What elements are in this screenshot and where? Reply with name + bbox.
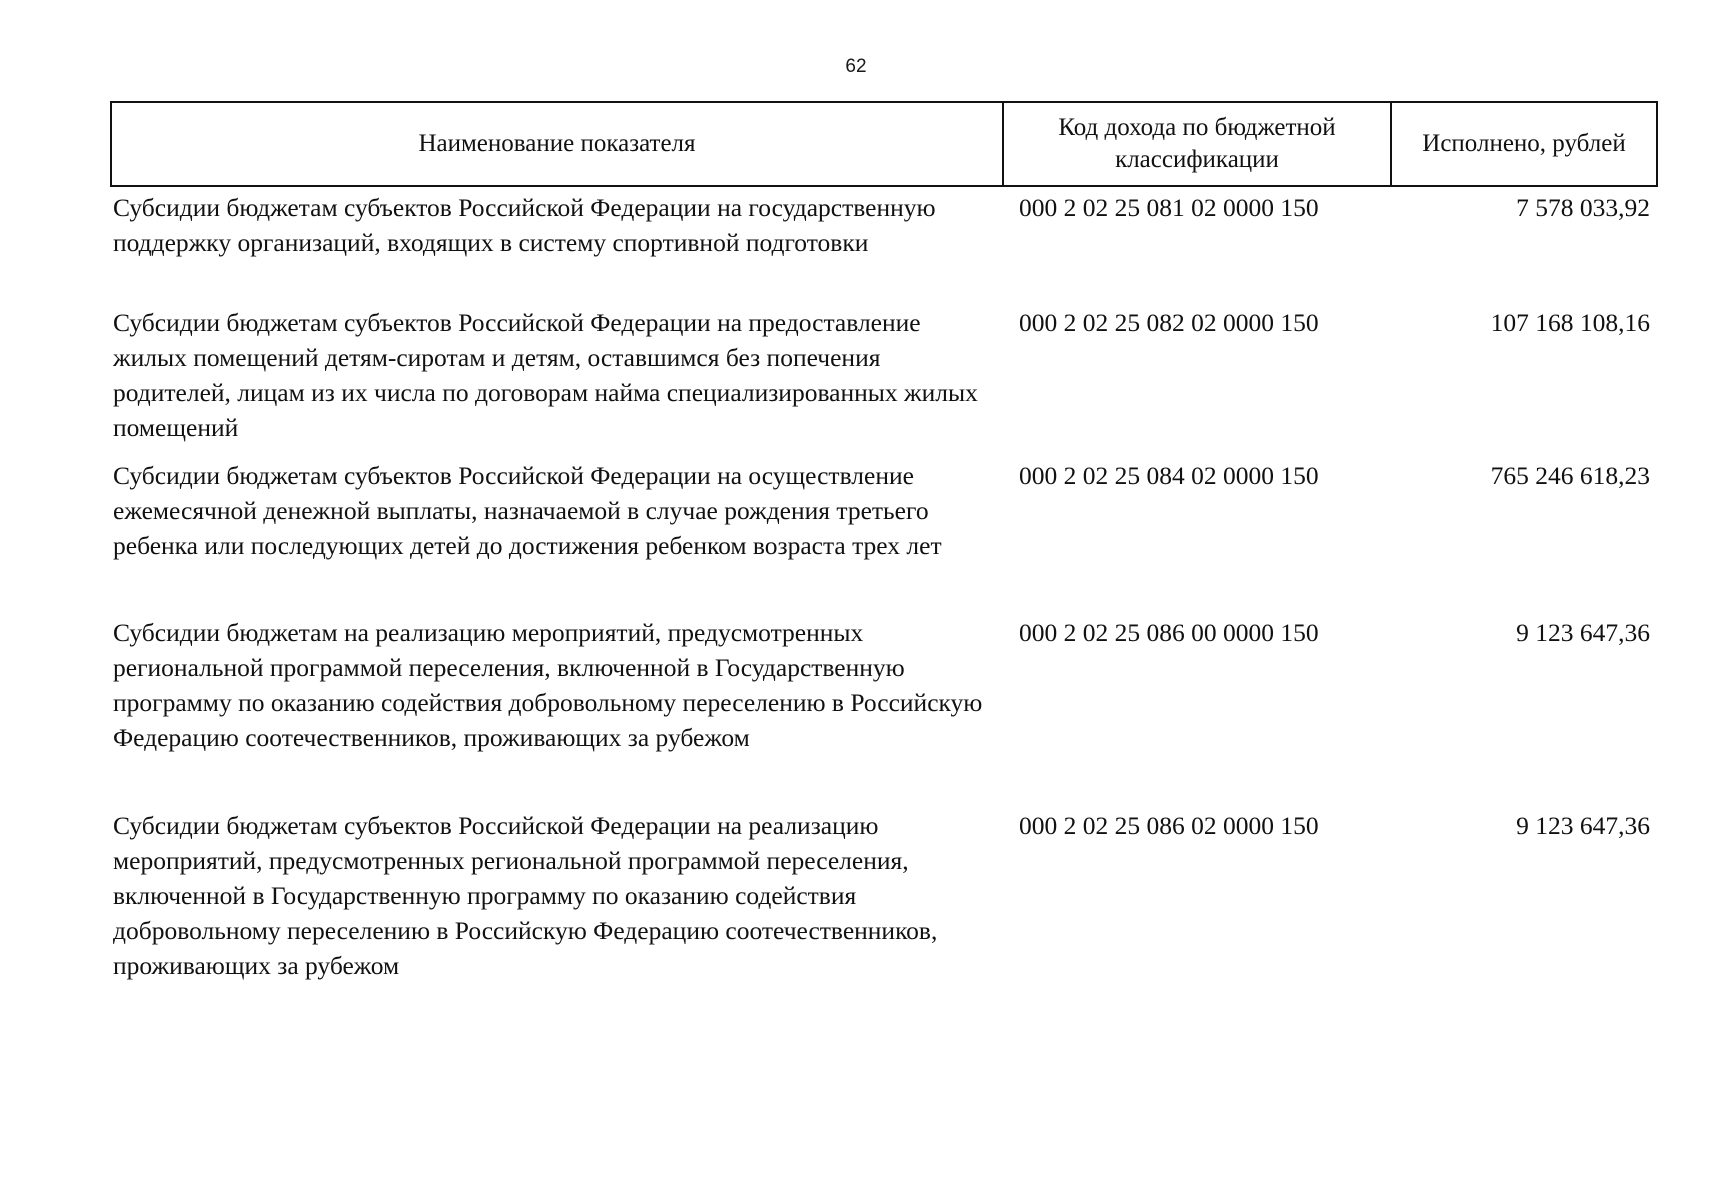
table-row xyxy=(110,808,1658,983)
header-code: Код дохода по бюджетной классификации xyxy=(1004,103,1392,185)
row-name: Субсидии бюджетам субъектов Российской Федерации на реализацию мероприятий, предусмотренных региональной программой переселения, включенной в Государственную программу по оказанию содействия добровольному переселению в Российскую Федерацию соотечественников, проживающих за рубежом xyxy=(113,811,938,980)
table-header xyxy=(110,101,1658,187)
row-name: Субсидии бюджетам на реализацию мероприятий, предусмотренных региональной программой переселения, включенной в Государственную программу по оказанию содействия добровольному переселению в Российскую Федерацию соотечественников, проживающих за рубежом xyxy=(113,618,983,752)
table-row xyxy=(110,305,1658,445)
row-code: 000 2 02 25 082 02 0000 150 xyxy=(1019,308,1319,337)
row-code: 000 2 02 25 084 02 0000 150 xyxy=(1019,461,1319,490)
row-name: Субсидии бюджетам субъектов Российской Федерации на государственную поддержку организаций, входящих в систему спортивной подготовки xyxy=(113,193,936,257)
row-sum: 107 168 108,16 xyxy=(1490,308,1650,337)
header-sum: Исполнено, рублей xyxy=(1422,130,1626,157)
table-row xyxy=(110,615,1658,755)
row-sum: 7 578 033,92 xyxy=(1516,193,1650,222)
row-code: 000 2 02 25 086 00 0000 150 xyxy=(1019,618,1319,647)
row-sum: 9 123 647,36 xyxy=(1516,811,1650,840)
row-sum: 9 123 647,36 xyxy=(1516,618,1650,647)
row-name: Субсидии бюджетам субъектов Российской Федерации на осуществление ежемесячной денежной выплаты, назначаемой в случае рождения третьего ребенка или последующих детей до достижения ребенком возраста трех лет xyxy=(113,461,942,560)
row-name: Субсидии бюджетам субъектов Российской Федерации на предоставление жилых помещений детям-сиротам и детям, оставшимся без попечения родителей, лицам из их числа по договорам найма специализированных жилых помещений xyxy=(113,308,978,442)
row-code: 000 2 02 25 081 02 0000 150 xyxy=(1019,193,1319,222)
row-sum: 765 246 618,23 xyxy=(1490,461,1650,490)
header-name: Наименование показателя xyxy=(112,103,1004,185)
page-number: 62 xyxy=(845,56,867,77)
row-code: 000 2 02 25 086 02 0000 150 xyxy=(1019,811,1319,840)
table-row xyxy=(110,458,1658,563)
table-row xyxy=(110,190,1658,260)
